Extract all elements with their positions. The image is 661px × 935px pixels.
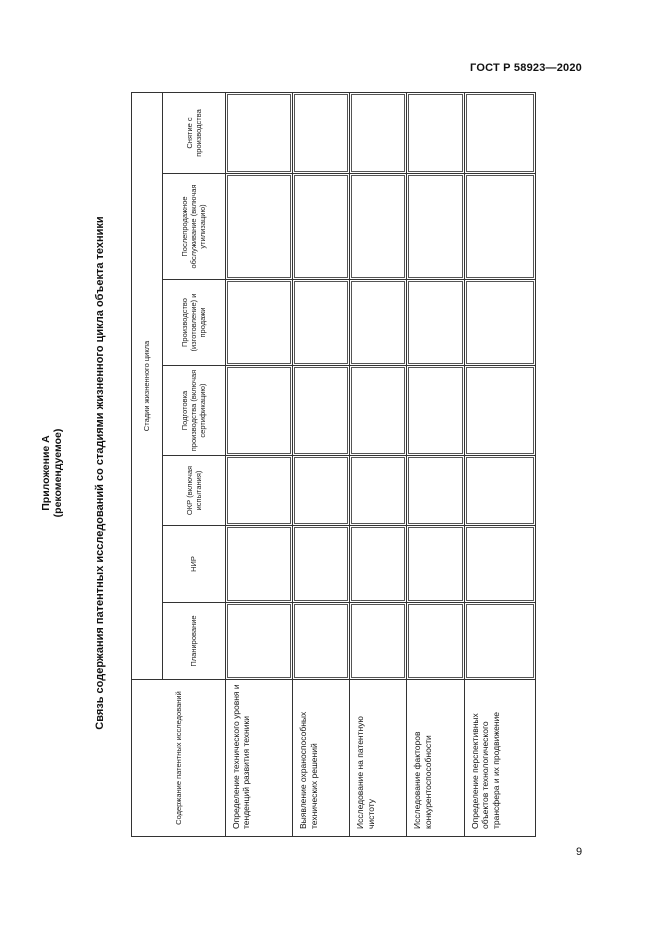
table-cell <box>464 280 535 366</box>
table-cell <box>350 526 407 603</box>
table-cell <box>293 174 350 280</box>
appendix-heading <box>40 53 64 893</box>
row-label: Определение технического уровня и тенденций развития техники <box>225 680 292 837</box>
table-cell <box>225 603 292 680</box>
table-cell <box>225 526 292 603</box>
table-row <box>350 92 407 836</box>
table-cell <box>464 456 535 526</box>
table-cell <box>407 366 464 456</box>
table-cell <box>293 526 350 603</box>
table-cell <box>293 603 350 680</box>
table-caption: Связь содержания патентных исследований со стадиями жизненного цикла объекта техники <box>94 216 106 730</box>
table-cell <box>464 92 535 173</box>
stage-header: Снятие с производства <box>162 92 225 173</box>
table-cell <box>225 366 292 456</box>
table-cell <box>464 526 535 603</box>
table-row <box>225 92 292 836</box>
stage-header: НИР <box>162 526 225 603</box>
table-cell <box>464 603 535 680</box>
appendix-title: Приложение А <box>40 435 52 511</box>
row-label: Исследование факторов конкурентоспособности <box>407 680 464 837</box>
table-cell <box>293 456 350 526</box>
table-row <box>293 92 350 836</box>
table-cell <box>350 456 407 526</box>
row-label: Определение перспективных объектов технологического трансфера и их продвижение <box>464 680 535 837</box>
table-cell <box>350 280 407 366</box>
stage-header: Подготовка производства (включая сертификацию) <box>162 366 225 456</box>
table-cell <box>225 280 292 366</box>
table-cell <box>407 174 464 280</box>
table-cell <box>350 366 407 456</box>
appendix-status: (рекомендуемое) <box>52 428 64 518</box>
table-cell <box>293 92 350 173</box>
stage-header: ОКР (включая испытания) <box>162 456 225 526</box>
table-cell <box>293 366 350 456</box>
rotated-content <box>40 53 530 893</box>
table-cell <box>225 456 292 526</box>
stage-header: Послепродажное обслуживание (включая утилизацию) <box>162 174 225 280</box>
table-cell <box>225 92 292 173</box>
table-cell <box>350 603 407 680</box>
table-cell <box>293 280 350 366</box>
patent-research-table <box>131 92 536 837</box>
table-cell <box>407 526 464 603</box>
row-label: Исследование на патентную чистоту <box>350 680 407 837</box>
table-cell <box>350 92 407 173</box>
table-cell <box>464 366 535 456</box>
stage-header: Планирование <box>162 603 225 680</box>
page-number: 9 <box>576 846 583 858</box>
table-cell <box>407 92 464 173</box>
row-label: Выявление охраноспособных технических решений <box>293 680 350 837</box>
table-cell <box>407 456 464 526</box>
table-row <box>464 92 535 836</box>
table-cell <box>350 174 407 280</box>
stages-header: Стадии жизненного цикла <box>132 92 163 679</box>
content-header: Содержание патентных исследований <box>132 680 226 837</box>
table-cell <box>464 174 535 280</box>
standard-code: ГОСТ Р 58923—2020 <box>470 62 582 74</box>
table-cell <box>407 603 464 680</box>
table-row <box>407 92 464 836</box>
table-cell <box>225 174 292 280</box>
stage-header: Производство (изготовление) и продажи <box>162 280 225 366</box>
table-cell <box>407 280 464 366</box>
